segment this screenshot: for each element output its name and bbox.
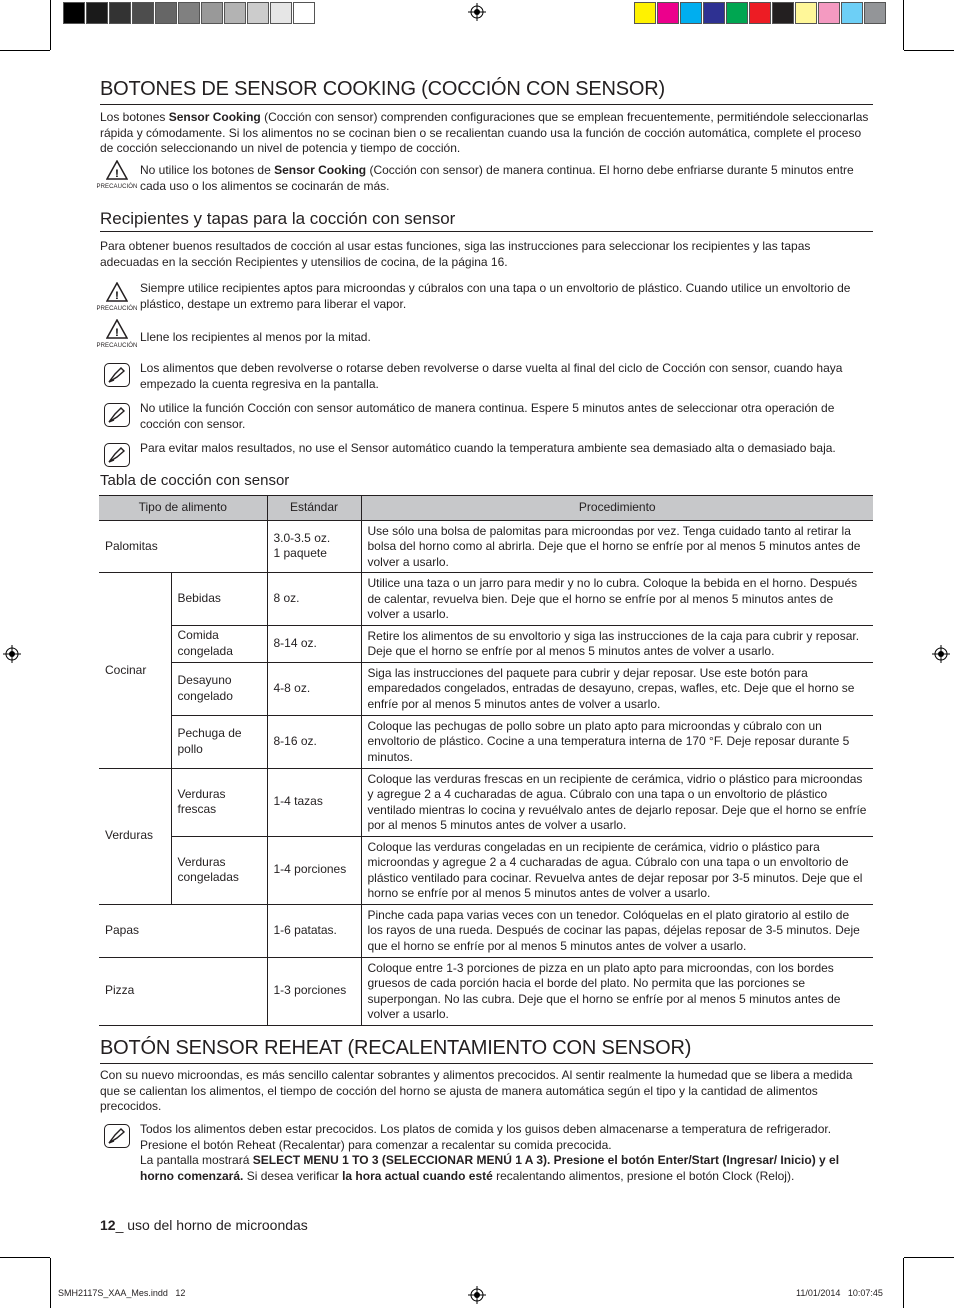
- procedure-cell: Coloque entre 1-3 porciones de pizza en un plato apto para microondas, con los bordes gruesos de cada porción hacia el borde del plato. No permita que las porciones se superpongan. No las cubra. Deje que el horno se enfríe por al menos 5 minutos antes de volver a usarlo.: [361, 957, 873, 1025]
- note-text-2: No utilice la función Cocción con sensor automático de manera continua. Espere 5 minutos antes de seleccionar otra operación de cocción con sensor.: [140, 401, 835, 431]
- standard-cell: 8-14 oz.: [267, 625, 361, 662]
- header-procedure: Procedimiento: [361, 496, 873, 521]
- page-footer: [100, 1217, 308, 1233]
- standard-cell: 1-4 tazas: [267, 768, 361, 836]
- caution-text-1: No utilice los botones de Sensor Cooking (Cocción con sensor) de manera continua. El horno debe enfriarse durante 5 minutos entre cada uso o los alimentos se cocinarán de más.: [140, 163, 854, 193]
- svg-text:!: !: [115, 327, 119, 339]
- note-text-1: Los alimentos que deben revolverse o rotarse deben revolverse o darse vuelta al final del ciclo de Cocción con sensor, cuando haya empezado la cuenta regresiva en la pantalla.: [140, 361, 843, 391]
- standard-cell: 1-3 porciones: [267, 957, 361, 1025]
- table-row: [99, 573, 873, 626]
- header-food-type: Tipo de alimento: [99, 496, 267, 521]
- trim-mark: [904, 1257, 954, 1258]
- containers-intro: Para obtener buenos resultados de cocción al usar estas funciones, siga las instrucciones para seleccionar los recipientes y las tapas adecuadas en la sección Recipientes y utensilios de cocina, de la página 16.: [100, 239, 811, 269]
- food-cell: Desayuno congelado: [171, 662, 267, 715]
- color-swatch: [86, 2, 108, 24]
- procedure-cell: Utilice una taza o un jarro para medir y no lo cubra. Coloque la bebida en el horno. Después de calentar, revuelva bien. Deje que el horno se enfríe por al menos 5 minutos antes de volver a usarlo.: [361, 573, 873, 626]
- color-swatch: [63, 2, 85, 24]
- table-caption: Tabla de cocción con sensor: [100, 472, 290, 489]
- color-swatch: [270, 2, 292, 24]
- procedure-cell: Use sólo una bolsa de palomitas para microondas por vez. Tenga cuidado tanto al retirar la bolsa del horno como al abrirla. Deje que el horno se enfríe por al menos 5 minutos antes de volver a usarlo.: [361, 520, 873, 573]
- food-cell: Pechuga de pollo: [171, 715, 267, 768]
- note-icon: [104, 1124, 130, 1148]
- sensor-cooking-intro: Los botones Sensor Cooking (Cocción con sensor) comprenden configuraciones que se emplean frecuentemente, permitiéndole seleccionarlas rápida y cómodamente. Si los alimentos no se cocinan bien o se recalientan cuando usa la función de cocción automática, complete el proceso de cocción seleccionando un nivel de potencia y tiempo de cocción.: [100, 110, 869, 155]
- caution-text-2: Siempre utilice recipientes aptos para microondas y cúbralos con una tapa o un envoltorio de plástico. Cuando utilice un envoltorio de plástico, destape un extremo para liberar el vapor.: [140, 281, 851, 311]
- caution-text-3: Llene los recipientes al menos por la mitad.: [140, 330, 371, 344]
- trim-mark: [903, 1258, 904, 1308]
- color-swatch: [680, 2, 702, 24]
- color-swatch: [201, 2, 223, 24]
- trim-mark: [903, 0, 904, 50]
- color-swatch: [293, 2, 315, 24]
- color-swatch: [634, 2, 656, 24]
- color-swatch: [841, 2, 863, 24]
- header-standard: Estándar: [267, 496, 361, 521]
- color-swatch: [247, 2, 269, 24]
- page-footer-text: _ uso del horno de microondas: [115, 1217, 308, 1233]
- trim-mark: [50, 1258, 51, 1308]
- standard-cell: 3.0-3.5 oz. 1 paquete: [267, 520, 361, 573]
- table-row: [99, 768, 873, 836]
- table-row: [99, 836, 873, 904]
- procedure-cell: Retire los alimentos de su envoltorio y siga las instrucciones de la caja para cubrir y reposar. Deje que el horno se enfríe por al menos 5 minutos antes de volver a usarlo.: [361, 625, 873, 662]
- caution-icon: [95, 160, 139, 190]
- color-swatch: [749, 2, 771, 24]
- note-icon: [104, 443, 130, 467]
- registration-mark-icon: [468, 3, 486, 21]
- food-cell: Verduras frescas: [171, 768, 267, 836]
- procedure-cell: Coloque las verduras frescas en un recipiente de cerámica, vidrio o plástico para microondas y agregue 2 a 4 cucharadas de agua. Cúbralo con una tapa o un envoltorio de plástico ventilado mientras lo cocina y revuélvalo antes de dejarlo reposar. Deje que el horno se enfríe por al menos 5 minutos antes de volver a usarlo.: [361, 768, 873, 836]
- food-cell: Palomitas: [99, 520, 267, 573]
- svg-text:!: !: [115, 168, 119, 180]
- table-row: [99, 520, 873, 573]
- table-row: [99, 662, 873, 715]
- standard-cell: 1-4 porciones: [267, 836, 361, 904]
- table-row: [99, 957, 873, 1025]
- color-swatch: [864, 2, 886, 24]
- table-row: [99, 625, 873, 662]
- color-swatch: [132, 2, 154, 24]
- color-swatch: [657, 2, 679, 24]
- section-title-containers: Recipientes y tapas para la cocción con sensor: [100, 209, 873, 232]
- note-icon: [104, 363, 130, 387]
- color-swatch: [726, 2, 748, 24]
- svg-text:!: !: [115, 290, 119, 302]
- group-cell-verduras: Verduras: [99, 768, 171, 904]
- food-cell: Pizza: [99, 957, 267, 1025]
- color-swatch: [155, 2, 177, 24]
- color-swatches: [634, 2, 887, 24]
- standard-cell: 8 oz.: [267, 573, 361, 626]
- print-timestamp: 11/01/2014 10:07:45: [796, 1288, 883, 1298]
- sensor-reheat-intro: Con su nuevo microondas, es más sencillo calentar sobrantes y alimentos precocidos. Al sentir realmente la humedad que se libera a medida que se calientan los alimentos, el tiempo de cocción del horno se ajusta de manera automática según el tipo y la cantidad de alimentos precocidos.: [100, 1068, 853, 1113]
- page-number: 12: [100, 1217, 116, 1233]
- caution-label: PRECAUCIÓN: [96, 184, 138, 190]
- color-swatch: [109, 2, 131, 24]
- color-swatch: [772, 2, 794, 24]
- color-swatch: [795, 2, 817, 24]
- reheat-note: Todos los alimentos deben estar precocidos. Los platos de comida y los guisos deben almacenarse a temperatura de refrigerador. Presione el botón Reheat (Recalentar) para comenzar a recalentar su comida precocida. La pantalla mostrará SELECT MENU 1 TO 3 (SELECCIONAR MENÚ 1 A 3). Presione el botón Enter/Start (Ingresar/ Inicio) y el horno comenzará. Si desea verificar la hora actual cuando esté recalentando alimentos, presione el botón Clock (Reloj).: [140, 1122, 840, 1183]
- group-cell-cocinar: Cocinar: [99, 573, 171, 769]
- caution-icon: ! PRECAUCIÓN: [95, 319, 139, 349]
- registration-mark-icon: [932, 645, 950, 663]
- note-icon: [104, 403, 130, 427]
- color-swatch: [818, 2, 840, 24]
- procedure-cell: Siga las instrucciones del paquete para cubrir y dejar reposar. Use este botón para emparedados congelados, entradas de desayuno, crepas, wafles, etc. Deje que el horno se enfríe por al menos 5 minutos antes de volver a usarlo.: [361, 662, 873, 715]
- section-title-sensor-reheat: BOTÓN SENSOR REHEAT (RECALENTAMIENTO CON SENSOR): [100, 1037, 873, 1064]
- section-title-sensor-cooking: BOTONES DE SENSOR COOKING (COCCIÓN CON SENSOR): [100, 78, 873, 105]
- food-cell: Papas: [99, 904, 267, 957]
- caution-icon: ! PRECAUCIÓN: [95, 282, 139, 312]
- procedure-cell: Coloque las pechugas de pollo sobre un plato apto para microondas y cúbralo con un envoltorio de plástico. Cocine a una temperatura interna de 170 °F. Deje reposar durante 5 minutos.: [361, 715, 873, 768]
- standard-cell: 8-16 oz.: [267, 715, 361, 768]
- table-header-row: [99, 496, 873, 521]
- procedure-cell: Coloque las verduras congeladas en un recipiente de cerámica, vidrio o plástico para microondas y agregue 2 a 4 cucharadas de agua. Cúbralo con una tapa o un envoltorio de plástico ventilado para cocinar. Revuelva antes de dejar reposar por 3-5 minutos. Deje que el horno se enfríe por al menos 5 minutos antes de volver a usarlo.: [361, 836, 873, 904]
- color-swatch: [224, 2, 246, 24]
- color-swatch: [178, 2, 200, 24]
- trim-mark: [50, 0, 51, 50]
- print-file-name: SMH2117S_XAA_Mes.indd 12: [58, 1288, 186, 1298]
- standard-cell: 4-8 oz.: [267, 662, 361, 715]
- procedure-cell: Pinche cada papa varias veces con un tenedor. Colóquelas en el plato giratorio al estilo de los rayos de una rueda. Después de cocinar las papas, déjelas reposar de 3-5 minutos. Deje que el horno se enfríe por al menos 5 minutos antes de volver a usarlo.: [361, 904, 873, 957]
- grayscale-swatches: [63, 2, 316, 24]
- table-row: [99, 904, 873, 957]
- registration-mark-icon: [468, 1286, 486, 1304]
- registration-mark-icon: [3, 645, 21, 663]
- food-cell: Comida congelada: [171, 625, 267, 662]
- trim-mark: [0, 1257, 50, 1258]
- trim-mark: [904, 50, 954, 51]
- food-cell: Verduras congeladas: [171, 836, 267, 904]
- color-swatch: [703, 2, 725, 24]
- standard-cell: 1-6 patatas.: [267, 904, 361, 957]
- note-text-3: Para evitar malos resultados, no use el Sensor automático cuando la temperatura ambiente sea demasiado alta o demasiado baja.: [140, 441, 836, 455]
- food-cell: Bebidas: [171, 573, 267, 626]
- table-row: [99, 715, 873, 768]
- trim-mark: [0, 50, 50, 51]
- sensor-cooking-table: [99, 495, 873, 1026]
